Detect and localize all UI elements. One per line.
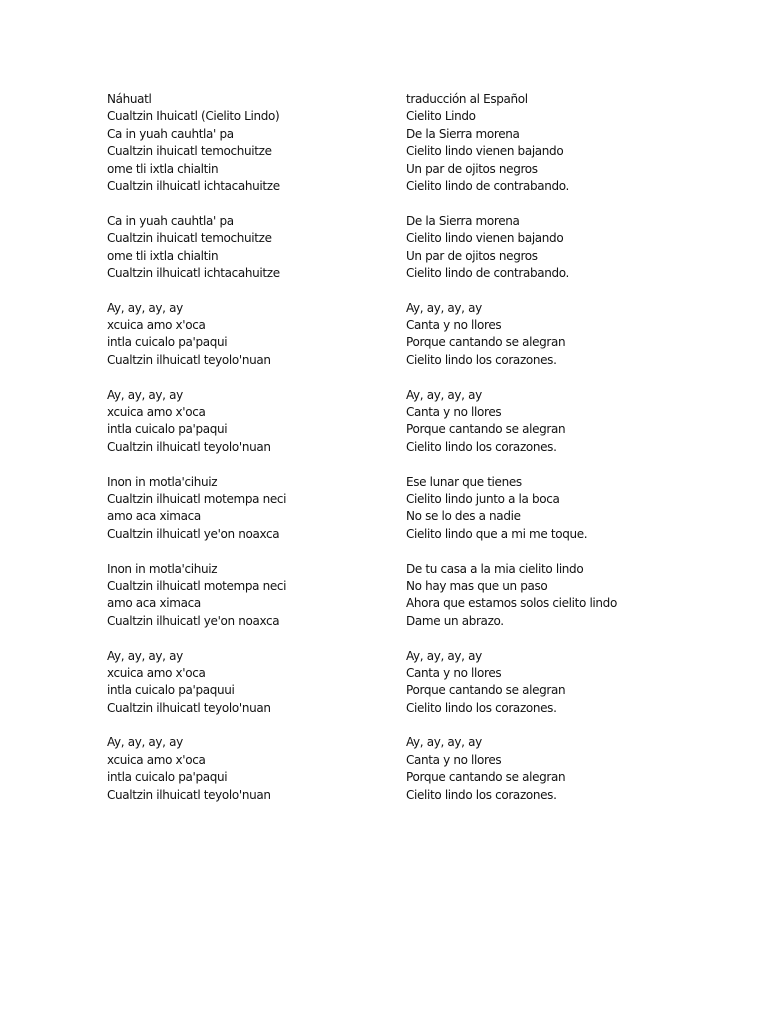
lyric-line: No hay mas que un paso (406, 578, 548, 593)
lyric-line: De la Sierra morena (406, 213, 520, 228)
lyric-line: Cielito lindo los corazones. (406, 787, 557, 802)
lyric-line: intla cuicalo pa'paqui (107, 335, 228, 350)
lyric-line: Inon in motla'cihuiz (107, 561, 218, 576)
lyric-line: amo aca ximaca (107, 596, 201, 611)
lyric-line: ome tli ixtla chialtin (107, 248, 219, 263)
stanza (107, 213, 447, 283)
lyric-line: Ahora que estamos solos cielito lindo (406, 596, 617, 611)
lyric-line: Cualtzin ilhuicatl motempa neci (107, 491, 287, 506)
stanza (107, 734, 447, 804)
lyric-line: Canta y no llores (406, 752, 502, 767)
lyric-line: Cielito lindo junto a la boca (406, 491, 560, 506)
lyric-line: Ca in yuah cauhtla' pa (107, 126, 234, 141)
stanza (107, 474, 447, 544)
lyric-line: Cualtzin ihuicatl temochuitze (107, 144, 272, 159)
lyric-line: Un par de ojitos negros (406, 161, 538, 176)
spanish-lyrics (406, 108, 746, 804)
nahuatl-lyrics (107, 108, 447, 804)
lyric-line: Porque cantando se alegran (406, 683, 566, 698)
lyric-line: Ese lunar que tienes (406, 474, 522, 489)
lyric-line: Canta y no llores (406, 665, 502, 680)
lyric-line: De la Sierra morena (406, 126, 520, 141)
lyric-line: Cielito Lindo (406, 109, 476, 124)
lyric-line: Cualtzin ilhuicatl ichtacahuitze (107, 178, 280, 193)
lyric-line: Cualtzin ilhuicatl ye'on noaxca (107, 526, 280, 541)
lyric-line: Cualtzin ihuicatl temochuitze (107, 231, 272, 246)
stanza (107, 561, 447, 631)
lyric-line: Canta y no llores (406, 318, 502, 333)
lyric-line: Cualtzin ilhuicatl teyolo'nuan (107, 787, 271, 802)
stanza (406, 734, 746, 804)
lyric-line: Ay, ay, ay, ay (406, 648, 482, 663)
stanza (107, 648, 447, 718)
lyric-line: Cielito lindo los corazones. (406, 439, 557, 454)
nahuatl-header: Náhuatl (107, 92, 152, 106)
lyric-line: intla cuicalo pa'paqui (107, 422, 228, 437)
stanza (107, 300, 447, 370)
lyric-line: Ay, ay, ay, ay (107, 648, 183, 663)
stanza (107, 108, 447, 195)
lyric-line: xcuica amo x'oca (107, 318, 206, 333)
lyric-line: ome tli ixtla chialtin (107, 161, 219, 176)
lyric-line: Cualtzin ilhuicatl ye'on noaxca (107, 613, 280, 628)
lyric-line: Cualtzin ilhuicatl teyolo'nuan (107, 439, 271, 454)
lyric-line: Cielito lindo de contrabando. (406, 178, 570, 193)
lyric-line: Ay, ay, ay, ay (107, 735, 183, 750)
stanza (107, 387, 447, 457)
lyric-line: Cielito lindo los corazones. (406, 700, 557, 715)
spanish-column (406, 91, 746, 821)
nahuatl-column (107, 91, 447, 821)
stanza (406, 561, 746, 631)
lyric-line: Un par de ojitos negros (406, 248, 538, 263)
lyric-line: Ay, ay, ay, ay (107, 387, 183, 402)
lyric-line: Ay, ay, ay, ay (107, 300, 183, 315)
stanza (406, 387, 746, 457)
lyric-line: amo aca ximaca (107, 509, 201, 524)
lyric-line: Cielito lindo vienen bajando (406, 231, 564, 246)
lyric-line: xcuica amo x'oca (107, 405, 206, 420)
stanza (406, 213, 746, 283)
lyric-line: Inon in motla'cihuiz (107, 474, 218, 489)
stanza (406, 300, 746, 370)
stanza (406, 474, 746, 544)
lyric-line: intla cuicalo pa'paquui (107, 683, 235, 698)
lyric-line: Cualtzin ilhuicatl ichtacahuitze (107, 265, 280, 280)
lyric-line: xcuica amo x'oca (107, 665, 206, 680)
lyric-line: No se lo des a nadie (406, 509, 521, 524)
lyric-line: Porque cantando se alegran (406, 422, 566, 437)
lyric-line: Porque cantando se alegran (406, 335, 566, 350)
lyric-line: Porque cantando se alegran (406, 770, 566, 785)
lyric-line: Ca in yuah cauhtla' pa (107, 213, 234, 228)
lyric-line: Cielito lindo de contrabando. (406, 265, 570, 280)
stanza (406, 108, 746, 195)
lyric-line: Cualtzin Ihuicatl (Cielito Lindo) (107, 109, 280, 124)
lyric-line: Cielito lindo que a mi me toque. (406, 526, 588, 541)
lyric-line: Cielito lindo los corazones. (406, 352, 557, 367)
lyric-line: Ay, ay, ay, ay (406, 300, 482, 315)
lyric-line: Cualtzin ilhuicatl teyolo'nuan (107, 700, 271, 715)
lyric-line: xcuica amo x'oca (107, 752, 206, 767)
lyric-line: Dame un abrazo. (406, 613, 504, 628)
lyric-line: Ay, ay, ay, ay (406, 735, 482, 750)
lyric-line: Cualtzin ilhuicatl motempa neci (107, 578, 287, 593)
lyric-line: Cualtzin ilhuicatl teyolo'nuan (107, 352, 271, 367)
lyric-line: intla cuicalo pa'paqui (107, 770, 228, 785)
lyric-line: De tu casa a la mia cielito lindo (406, 561, 584, 576)
stanza (406, 648, 746, 718)
spanish-header: traducción al Español (406, 92, 528, 106)
lyric-line: Cielito lindo vienen bajando (406, 144, 564, 159)
lyric-line: Canta y no llores (406, 405, 502, 420)
lyric-line: Ay, ay, ay, ay (406, 387, 482, 402)
